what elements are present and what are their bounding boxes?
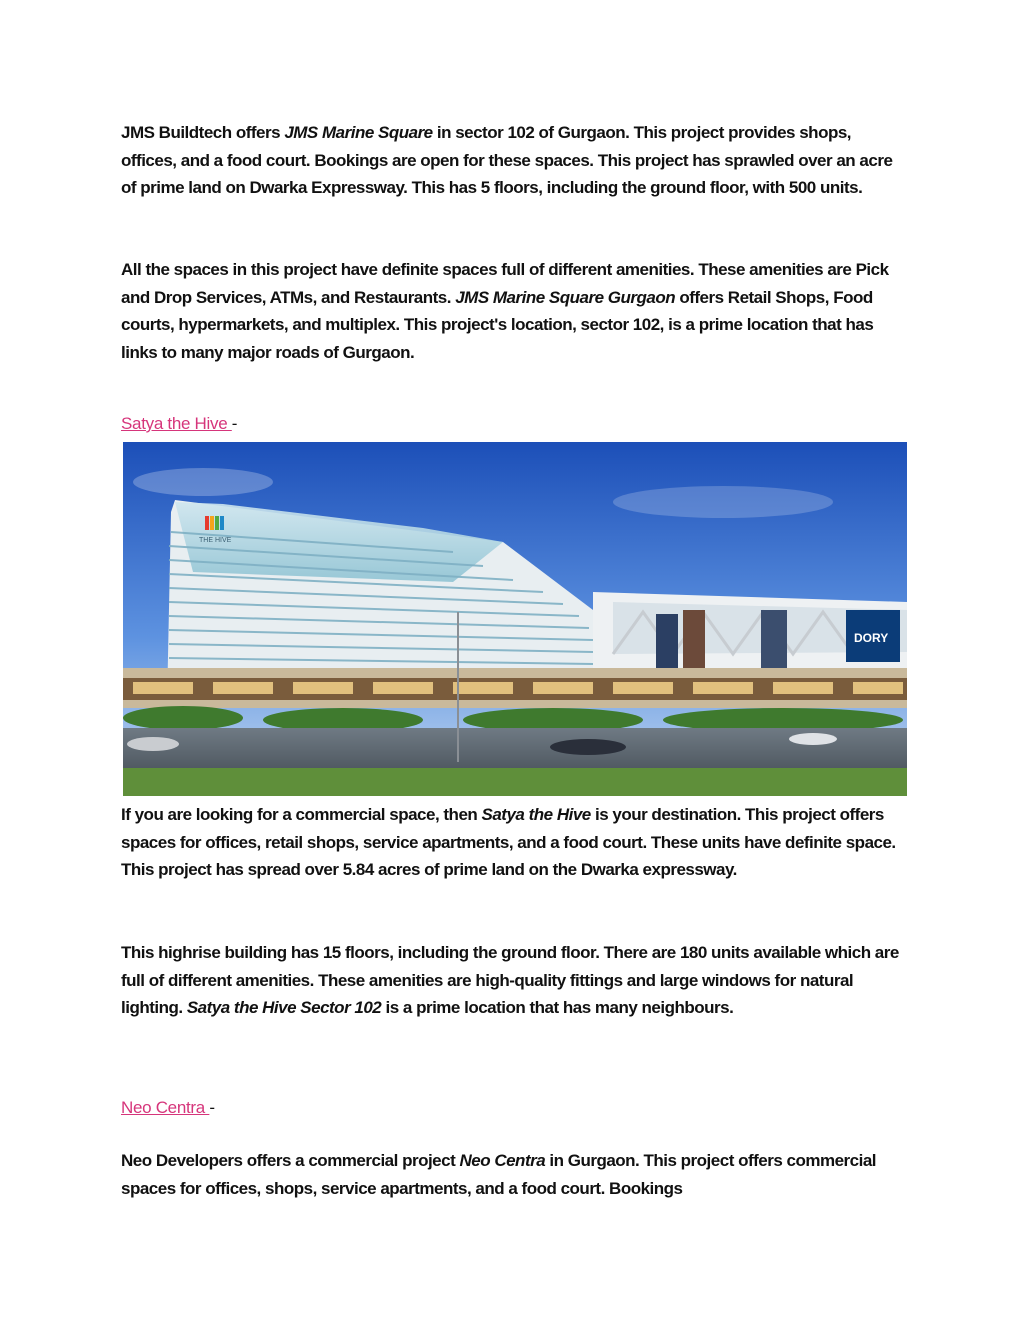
- project-name: JMS Marine Square: [284, 123, 433, 142]
- text: If you are looking for a commercial space, then: [121, 805, 482, 824]
- neo-centra-link[interactable]: Neo Centra: [121, 1098, 210, 1117]
- building-sign-text: THE HIVE: [199, 537, 232, 544]
- text: Neo Developers offers a commercial project: [121, 1151, 460, 1170]
- project-name: Satya the Hive Sector 102: [186, 998, 382, 1017]
- text: is a prime location that has many neighbours.: [381, 998, 734, 1017]
- text: in sector 102 of Gurgaon. This project provides shops, offices, and a food court. Bookings are open for these spaces. This project has sprawled over an acre of prime land on Dwarka Expressway. This has 5 floors, including the ground floor, with 500 units.: [121, 123, 893, 197]
- paragraph-satya-details: [121, 939, 901, 1022]
- paragraph-jms-intro: [121, 119, 901, 202]
- text: This highrise building has 15 floors, including the ground floor. There are 180 units available which are full of different amenities. These amenities are high-quality fittings and large windows for natural lighting.: [121, 943, 899, 1017]
- text: in Gurgaon. This project offers commercial spaces for offices, shops, service apartments, and a food court. Bookings: [121, 1151, 877, 1198]
- heading-neo-centra: [121, 1097, 215, 1119]
- paragraph-neo-centra: [121, 1147, 901, 1202]
- heading-dash: -: [209, 1098, 215, 1117]
- project-name: JMS Marine Square Gurgaon: [455, 287, 676, 307]
- billboard-sign-text: DORY: [854, 631, 889, 645]
- project-name: Neo Centra: [459, 1151, 546, 1170]
- text: is your destination. This project offers spaces for offices, retail shops, service apartments, and a food court. These units have definite space. This project has spread over 5.84 acres of prime land on the Dwarka expressway.: [121, 805, 896, 879]
- paragraph-jms-amenities: [121, 256, 901, 366]
- text: JMS Buildtech offers: [121, 123, 285, 142]
- satya-the-hive-building-image: [123, 442, 907, 796]
- text: offers Retail Shops, Food courts, hypermarkets, and multiplex. This project's location, sector 102, is a prime location that has links to many major roads of Gurgaon.: [121, 287, 874, 362]
- project-name: Satya the Hive: [481, 805, 591, 824]
- paragraph-satya-intro: [121, 801, 901, 884]
- heading-satya-the-hive: [121, 413, 237, 435]
- satya-the-hive-link[interactable]: Satya the Hive: [121, 414, 232, 433]
- heading-dash: -: [231, 414, 238, 433]
- text: All the spaces in this project have definite spaces full of different amenities. These amenities are Pick and Drop Services, ATMs, and Restaurants.: [121, 260, 889, 307]
